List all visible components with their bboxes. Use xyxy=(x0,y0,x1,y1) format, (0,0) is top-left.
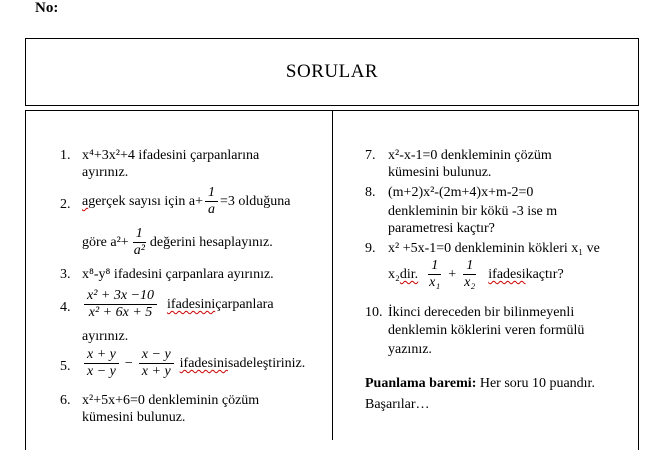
q2-line2 xyxy=(82,226,273,259)
q2-fraction2 xyxy=(131,226,148,259)
q2-text2: =3 olduğuna xyxy=(220,194,291,209)
q4-denominator: x² + 6x + 5 xyxy=(88,305,153,320)
q5-frac2-denominator: x + y xyxy=(141,364,171,379)
q2-frac1-denominator: a xyxy=(208,202,216,217)
q2-frac2-numerator: 1 xyxy=(133,226,146,243)
scoring-line1 xyxy=(365,375,595,392)
q2-text3: göre a²+ xyxy=(82,235,129,250)
q4-line1 xyxy=(82,288,274,321)
q9-squiggle-word: dir. xyxy=(399,267,419,282)
q6-line2: kümesini bulunuz. xyxy=(82,410,186,425)
q9-frac1-numerator: 1 xyxy=(428,258,441,275)
q1-line2: ayırınız. xyxy=(82,165,129,180)
q2-text1: gerçek sayısı için a+ xyxy=(88,194,204,209)
q4-squiggle-word: ifadesini xyxy=(167,297,216,312)
q9-number: 9. xyxy=(365,241,376,256)
q5-frac1-numerator: x + y xyxy=(84,347,119,364)
q5-text: sadeleştiriniz. xyxy=(227,356,306,371)
q1-number: 1. xyxy=(60,148,71,163)
q7-number: 7. xyxy=(365,148,376,163)
q3-text: x⁸-y⁸ ifadesini çarpanlara ayırınız. xyxy=(82,267,274,282)
q5-fraction2 xyxy=(139,347,174,380)
scoring-line2: Başarılar… xyxy=(365,397,430,412)
q9-frac1-denominator: x₁ xyxy=(429,275,441,290)
q6-line1: x²+5x+6=0 denkleminin çözüm xyxy=(82,393,260,408)
q9-plus: + xyxy=(448,267,457,282)
page-title: SORULAR xyxy=(285,61,379,82)
q7-line2: kümesini bulunuz. xyxy=(388,165,492,180)
number-label: No: xyxy=(35,0,59,16)
q9-frac2-numerator: 1 xyxy=(463,258,476,275)
q2-squiggle-word: a xyxy=(82,194,89,209)
q4-text: çarpanlara xyxy=(215,297,274,312)
q9-x2: x₂ xyxy=(388,267,400,282)
column-divider xyxy=(332,110,333,440)
q5-frac1-denominator: x − y xyxy=(87,364,116,379)
q5-squiggle-word: ifadesini xyxy=(179,356,228,371)
q5-fraction1 xyxy=(84,347,119,380)
q8-line2: denkleminin bir kökü -3 ise m xyxy=(388,204,558,219)
q1-line1: x⁴+3x²+4 ifadesini çarpanlarına xyxy=(82,148,260,163)
title-box xyxy=(25,38,639,106)
q9-line2 xyxy=(388,258,564,291)
q9-line1: x² +5x-1=0 denkleminin kökleri x₁ ve xyxy=(388,241,600,256)
q2-text4: değerini hesaplayınız. xyxy=(149,235,273,250)
q3-number: 3. xyxy=(60,267,71,282)
scoring-label: Puanlama baremi: xyxy=(365,376,477,391)
q5-number: 5. xyxy=(60,359,71,374)
q5-frac2-numerator: x − y xyxy=(139,347,174,364)
q2-fraction1 xyxy=(205,185,218,218)
q9-fraction2 xyxy=(461,258,478,291)
q8-number: 8. xyxy=(365,185,376,200)
q2-number: 2. xyxy=(60,197,71,212)
q10-number: 10. xyxy=(365,305,383,320)
q7-line1: x²-x-1=0 denkleminin çözüm xyxy=(388,148,552,163)
q4-number: 4. xyxy=(60,300,71,315)
q5-minus: − xyxy=(124,356,133,371)
q9-fraction1 xyxy=(426,258,443,291)
q9-frac2-denominator: x₂ xyxy=(464,275,476,290)
q8-line3: parametresi kaçtır? xyxy=(388,221,495,236)
q4-fraction xyxy=(84,288,157,321)
q10-line3: yazınız. xyxy=(388,342,432,357)
q5-line1 xyxy=(82,347,305,380)
q9-squiggle-word2: ifadesi xyxy=(488,267,526,282)
q2-line1 xyxy=(82,185,291,218)
q10-line2: denklemin köklerini veren formülü xyxy=(388,323,585,338)
q10-line1: İkinci dereceden bir bilinmeyenli xyxy=(388,305,575,320)
q9-tail: kaçtır? xyxy=(525,267,564,282)
q4-numerator: x² + 3x −10 xyxy=(84,288,157,305)
q4-line2: ayırınız. xyxy=(82,329,129,344)
q2-frac1-numerator: 1 xyxy=(205,185,218,202)
scoring-text: Her soru 10 puandır. xyxy=(476,376,595,391)
q6-number: 6. xyxy=(60,393,71,408)
q2-frac2-denominator: a² xyxy=(133,243,145,258)
q8-line1: (m+2)x²-(2m+4)x+m-2=0 xyxy=(388,185,534,200)
